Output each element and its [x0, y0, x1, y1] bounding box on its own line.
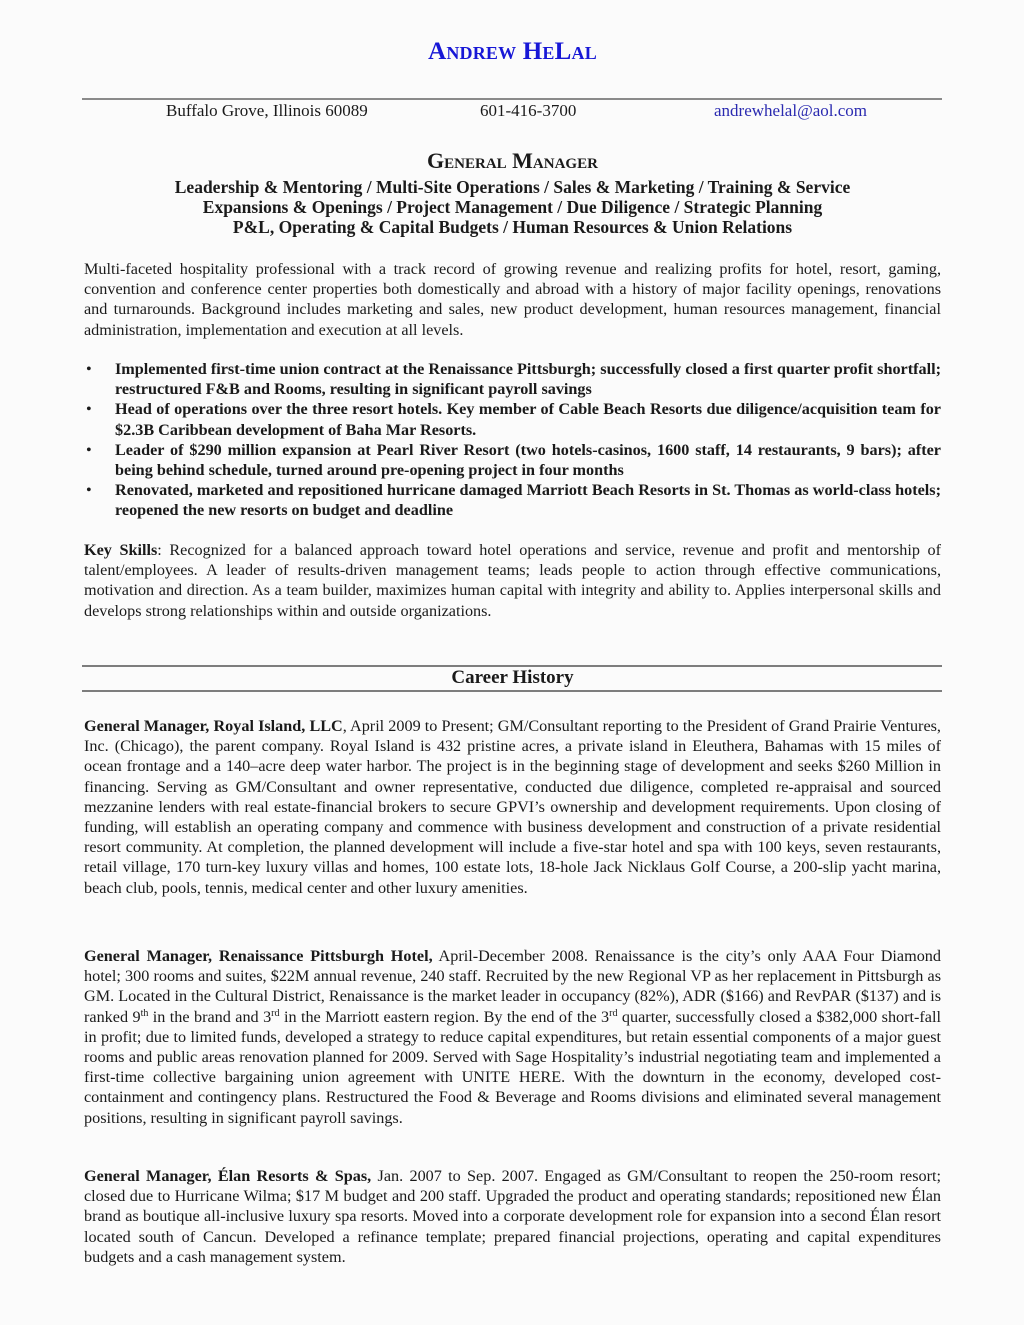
- highlights-list: [84, 359, 941, 521]
- professional-summary: Multi-faceted hospitality professional with a track record of growing revenue and realizing profits for hotel, resort, gaming, convention and conference center properties both domestically and abroad with a history of major facility openings, renovations and turnarounds. Background includes marketing and sales, new product development, human resources management, financial administration, implementation and execution at all levels.: [84, 260, 941, 339]
- bullet-icon: •: [86, 440, 92, 459]
- career-entry-heading: General Manager, Renaissance Pittsburgh Hotel,: [84, 947, 433, 965]
- career-entry-body: in the Marriott eastern region. By the end of the 3: [279, 1007, 610, 1026]
- contact-phone: 601-416-3700: [480, 101, 577, 120]
- contact-email-link[interactable]: andrewhelal@aol.com: [714, 101, 868, 120]
- tagline-line: Leadership & Mentoring / Multi-Site Operations / Sales & Marketing / Training & Service: [174, 177, 851, 197]
- highlight-item: [84, 359, 941, 399]
- career-entry-body: , April 2009 to Present; GM/Consultant reporting to the President of Grand Prairie Ventures, Inc. (Chicago), the parent company. Royal Island is 432 pristine acres, a private island in Eleuthera, Bahamas with 15 miles of ocean frontage and a 140–acre deep water harbor. The project is in the beginning stage of development and seeks $260 Million in financing. Serving as GM/Consultant and owner representative, conducted due diligence, completed re-appraisal and sourced mezzanine lenders with real estate-financial brokers to secure GPVI’s ownership and development requirements. Upon closing of funding, will establish an operating company and commence with business development and construction of a private residential resort community. At completion, the planned development will include a five-star hotel and spa with 100 keys, seven restaurants, retail village, 170 turn-key luxury villas and homes, 100 estate lots, 18-hole Jack Nicklaus Golf Course, a 200-slip yacht marina, beach club, pools, tennis, medical center and other luxury amenities.: [84, 717, 941, 897]
- career-entry-body: April-December 2008. Renaissance is the city’s only AAA Four Diamond hotel; 300 rooms and suites, $22M annual revenue, 240 staff. Recruited by the new Regional VP as her replacement in Pittsburgh as GM. Located in the Cultural District, Renaissance is the market leader in occupancy (82%), ADR ($166) and RevPAR ($137) and is ranked 9: [84, 947, 941, 1026]
- career-entry: [84, 716, 941, 898]
- career-entry-heading: General Manager, Royal Island, LLC: [84, 717, 343, 735]
- ordinal-suffix: rd: [271, 1007, 280, 1019]
- highlight-text: Implemented first-time union contract at the Renaissance Pittsburgh; successfully closed a first quarter profit shortfall; restructured F&B and Rooms, resulting in significant payroll savings: [115, 360, 941, 399]
- ordinal-suffix: th: [140, 1007, 149, 1019]
- job-title-headline: General Manager: [427, 148, 598, 173]
- career-entry: [84, 946, 941, 1128]
- career-entry-body: Jan. 2007 to Sep. 2007. Engaged as GM/Consultant to reopen the 250-room resort; closed due to Hurricane Wilma; $17 M budget and 200 staff. Upgraded the product and operating standards; repositioned new Élan brand as boutique all-inclusive luxury spa resorts. Moved into a corporate development role for expansion into a second Élan resort located south of Cancun. Developed a refinance template; prepared financial projections, operating and capital expenditures budgets and a cash management system.: [84, 1167, 941, 1266]
- highlight-text: Leader of $290 million expansion at Pearl River Resort (two hotels-casinos, 1600 staff, 14 restaurants, 9 bars); after being behind schedule, turned around pre-opening project in four months: [115, 440, 941, 480]
- bullet-icon: •: [86, 400, 92, 419]
- tagline-line: P&L, Operating & Capital Budgets / Human Resources & Union Relations: [232, 217, 793, 237]
- career-entry-heading: General Manager, Élan Resorts & Spas,: [84, 1167, 372, 1185]
- tagline-line: Expansions & Openings / Project Management / Due Diligence / Strategic Planning: [202, 197, 823, 217]
- ordinal-suffix: rd: [609, 1007, 618, 1019]
- key-skills-label: Key Skills: [84, 541, 158, 559]
- career-entry-body: quarter, successfully closed a $382,000 short-fall in profit; due to limited funds, developed a strategy to reduce capital expenditures, but retain essential components of a major guest rooms and public areas renovation planned for 2009. Served with Sage Hospitality’s industrial negotiating team and implemented a first-time collective bargaining union agreement with UNITE HERE. With the downturn in the economy, developed cost-containment and contingency plans. Restructured the Food & Beverage and Rooms divisions and eliminated several management positions, resulting in significant payroll savings.: [84, 1007, 941, 1127]
- highlight-text: Head of operations over the three resort hotels. Key member of Cable Beach Resorts due diligence/acquisition team for $2.3B Caribbean development of Baha Mar Resorts.: [115, 400, 941, 439]
- key-skills-paragraph: [84, 540, 941, 621]
- highlight-item: [84, 440, 941, 480]
- key-skills-text: : Recognized for a balanced approach toward hotel operations and service, revenue and profit and mentorship of talent/employees. A leader of results-driven management teams; leads people to action through effective communications, motivation and direction. As a team builder, maximizes human capital with integrity and ability to. Applies interpersonal skills and develops strong relationships within and outside organizations.: [84, 541, 942, 620]
- career-entry-body: in the brand and 3: [148, 1007, 272, 1026]
- candidate-name: Andrew HeLal: [428, 38, 597, 65]
- bullet-icon: •: [86, 360, 92, 378]
- career-entry: [84, 1166, 941, 1267]
- contact-location: Buffalo Grove, Illinois 60089: [166, 101, 368, 120]
- highlight-item: [84, 480, 941, 520]
- highlight-item: [84, 399, 941, 439]
- section-divider-bottom: [82, 690, 942, 692]
- highlight-text: Renovated, marketed and repositioned hurricane damaged Marriott Beach Resorts in St. Thomas as world-class hotels; reopened the new resorts on budget and deadline: [115, 481, 941, 520]
- career-history-heading: Career History: [451, 667, 574, 688]
- bullet-icon: •: [86, 481, 92, 500]
